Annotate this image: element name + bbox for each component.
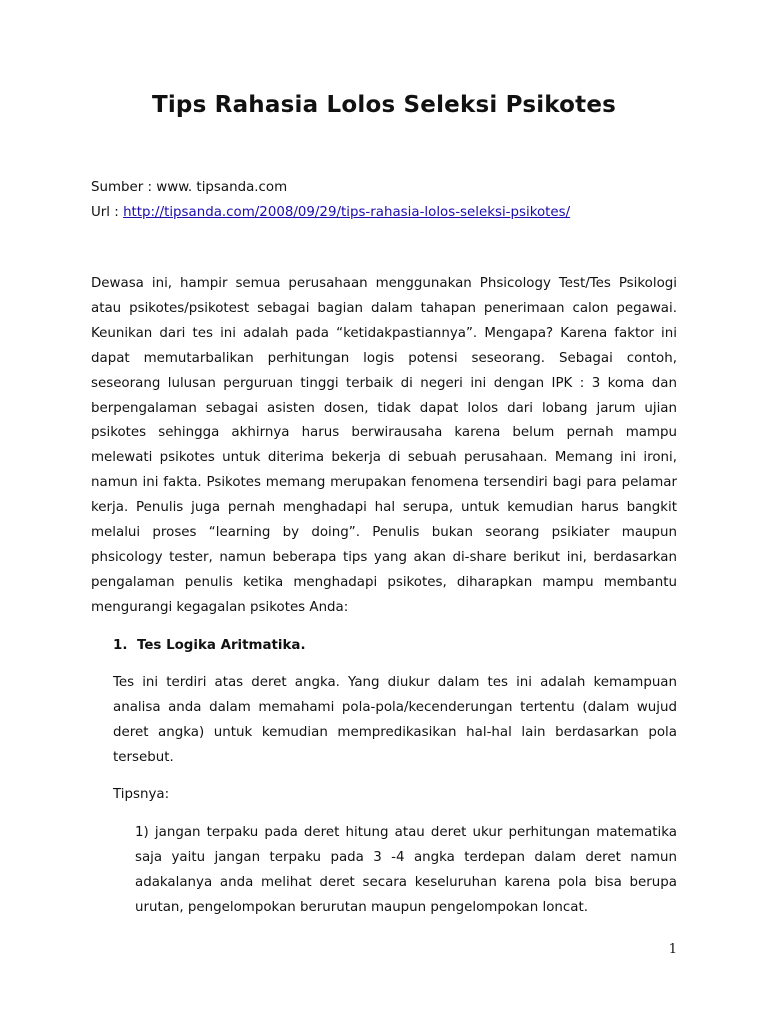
url-label: Url :	[91, 205, 124, 220]
url-line	[91, 200, 570, 225]
section-heading	[113, 634, 306, 658]
section-heading-text: Tes Logika Aritmatika.	[137, 638, 306, 653]
document-title: Tips Rahasia Lolos Seleksi Psikotes	[151, 92, 617, 118]
tips-label: Tipsnya:	[113, 787, 170, 802]
tip-item: 1) jangan terpaku pada deret hitung atau deret ukur perhitungan matematika saja yaitu jangan terpaku pada 3 -4 angka terdepan dalam deret namun adakalanya anda melihat deret secara keseluruhan karena pola bisa berupa urutan, pengelompokan berurutan maupun pengelompokan loncat.	[135, 825, 677, 915]
source-info	[91, 175, 570, 225]
section-body-paragraph: Tes ini terdiri atas deret angka. Yang diukur dalam tes ini adalah kemampuan analisa anda dalam memahami pola-pola/kecenderungan tertentu (dalam wujud deret angka) untuk kemudian mempredikasikan hal-hal lain berdasarkan pola tersebut.	[113, 675, 677, 765]
section-number: 1.	[113, 638, 128, 653]
source-line: Sumber : www. tipsanda.com	[91, 180, 288, 195]
source-url-link[interactable]: http://tipsanda.com/2008/09/29/tips-rahasia-lolos-seleksi-psikotes/	[123, 205, 571, 220]
intro-paragraph: Dewasa ini, hampir semua perusahaan menggunakan Phsicology Test/Tes Psikologi atau psikotes/psikotest sebagai bagian dalam tahapan penerimaan calon pegawai. Keunikan dari tes ini adalah pada “ketidakpastiannya”. Mengapa? Karena faktor ini dapat memutarbalikan perhitungan logis potensi seseorang. Sebagai contoh, seseorang lulusan perguruan tinggi terbaik di negeri ini dengan IPK : 3 koma dan berpengalaman sebagai asisten dosen, tidak dapat lolos dari lobang jarum ujian psikotes sehingga akhirnya harus berwirausaha karena belum pernah mampu melewati psikotes untuk diterima bekerja di sebuah perusahaan. Memang ini ironi, namun ini fakta. Psikotes memang merupakan fenomena tersendiri bagi para pelamar kerja. Penulis juga pernah menghadapi hal serupa, untuk kemudian harus bangkit melalui proses “learning by doing”. Penulis bukan seorang psikiater maupun phsicology tester, namun beberapa tips yang akan di-share berikut ini, berdasarkan pengalaman penulis ketika menghadapi psikotes, diharapkan mampu membantu mengurangi kegagalan psikotes Anda:	[91, 276, 677, 615]
page-number: 1	[668, 942, 677, 957]
